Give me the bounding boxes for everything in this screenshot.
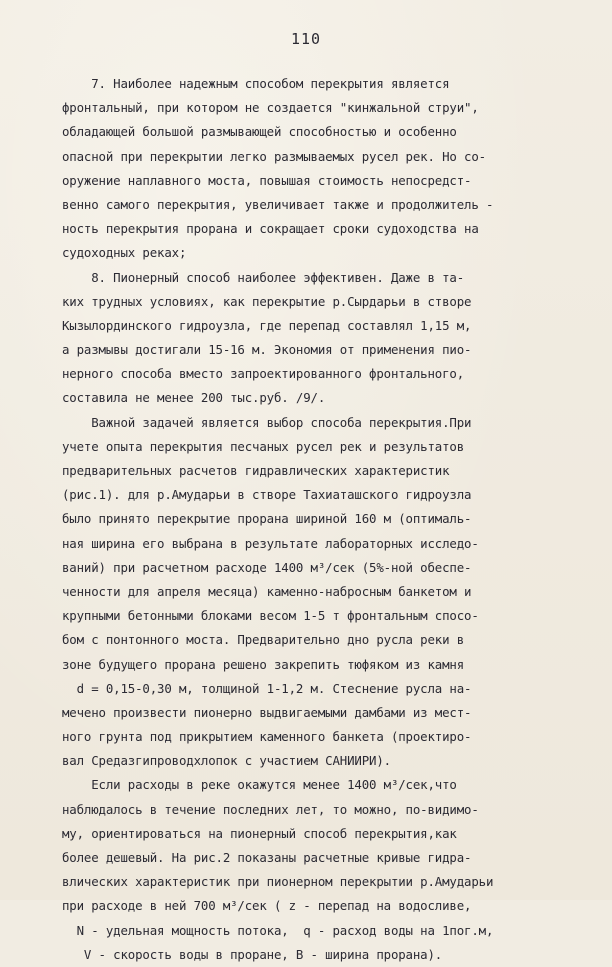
text-line: мечено произвести пионерно выдвигаемыми дамбами из мест- [62, 704, 472, 720]
text-line: венно самого перекрытия, увеличивает также и продолжитель - [62, 196, 494, 212]
page-number: 110 [290, 30, 322, 48]
text-line: судоходных реках; [62, 245, 187, 261]
text-line: было принято перекрытие прорана шириной 160 м (оптималь- [62, 511, 472, 527]
text-line: вал Средазгипроводхлопок с участием САНИИРИ). [62, 753, 391, 769]
text-line: Важной задачей является выбор способа перекрытия.При [62, 414, 472, 430]
text-line: оружение наплавного моста, повышая стоимость непосредст- [62, 172, 472, 188]
text-line: бом с понтонного моста. Предварительно дно русла реки в [62, 632, 465, 648]
text-line: ченности для апреля месяца) каменно-набросным банкетом и [62, 583, 472, 599]
body-text [62, 72, 572, 967]
text-line: при расходе в ней 700 м³/сек ( z - перепад на водосливе, [62, 898, 472, 914]
text-line: Кызылординского гидроузла, где перепад составлял 1,15 м, [62, 317, 472, 333]
text-line: ваний) при расчетном расходе 1400 м³/сек (5%-ной обеспе- [62, 559, 472, 575]
text-line: фронтальный, при котором не создается "кинжальной струи", [62, 100, 479, 116]
text-line: крупными бетонными блоками весом 1-5 т фронтальным спосо- [62, 608, 479, 624]
text-line: ного грунта под прикрытием каменного банкета (проектиро- [62, 729, 472, 745]
text-line: учете опыта перекрытия песчаных русел рек и результатов [62, 438, 465, 454]
text-line: нерного способа вместо запроектированного фронтального, [62, 366, 465, 382]
text-line: N - удельная мощность потока, q - расход воды на 1пог.м, [62, 922, 494, 938]
text-line: V - скорость воды в проране, B - ширина прорана). [62, 946, 443, 962]
text-line: более дешевый. На рис.2 показаны расчетные кривые гидра- [62, 850, 472, 865]
text-line: зоне будущего прорана решено закрепить тюфяком из камня [62, 656, 465, 672]
text-line: ких трудных условиях, как перекрытие р.Сырдарьи в створе [62, 293, 472, 309]
text-line: Если расходы в реке окажутся менее 1400 м³/сек,что [62, 777, 457, 793]
text-line: d = 0,15-0,30 м, толщиной 1-1,2 м. Стеснение русла на- [62, 680, 472, 696]
text-line: (рис.1). для р.Амударьи в створе Тахиаташского гидроузла [62, 487, 472, 503]
text-line: обладающей большой размывающей способностью и особенно [62, 124, 457, 140]
text-line: наблюдалось в течение последних лет, то можно, по-видимо- [62, 801, 479, 817]
text-line: 8. Пионерный способ наиболее эффективен. Даже в та- [62, 269, 465, 285]
text-line: ность перекрытия прорана и сокращает сроки судоходства на [62, 221, 479, 237]
text-line: опасной при перекрытии легко размываемых русел рек. Но со- [62, 148, 486, 164]
text-line: предварительных расчетов гидравлических характеристик [62, 463, 450, 478]
text-line: составила не менее 200 тыс.руб. /9/. [62, 390, 326, 406]
text-line: ная ширина его выбрана в результате лабораторных исследо- [62, 535, 479, 551]
text-line: му, ориентироваться на пионерный способ перекрытия,как [62, 825, 457, 841]
text-line: а размывы достигали 15-16 м. Экономия от применения пио- [62, 342, 472, 358]
text-line: влических характеристик при пионерном перекрытии р.Амударьи [62, 874, 494, 890]
text-line: 7. Наиболее надежным способом перекрытия является [62, 76, 450, 91]
